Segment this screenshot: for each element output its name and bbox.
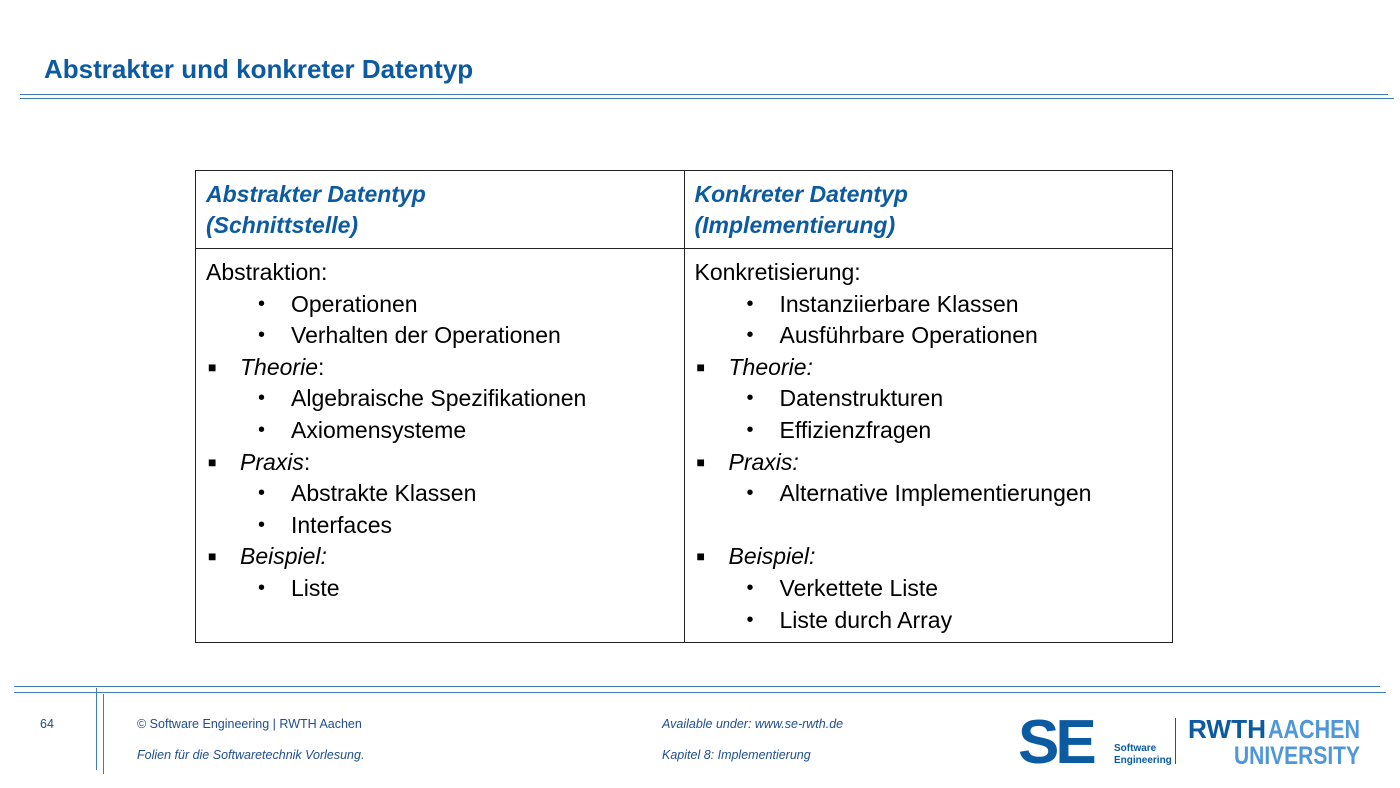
cell-concrete bbox=[684, 249, 1173, 643]
rwth-logo bbox=[1188, 714, 1364, 768]
section-theorie: ■ Theorie: bbox=[695, 352, 1163, 384]
footer-vertical-rule-2 bbox=[103, 694, 104, 774]
intro-label: Abstraktion: bbox=[206, 259, 328, 285]
logo-separator bbox=[1175, 718, 1176, 764]
footer-divider-top bbox=[14, 686, 1380, 687]
list-item: • Algebraische Spezifikationen bbox=[258, 385, 587, 412]
square-bullet-icon: ■ bbox=[208, 548, 217, 565]
rwth-logo-light: AACHEN bbox=[1268, 714, 1360, 744]
footer-chapter: Kapitel 8: Implementierung bbox=[662, 748, 811, 762]
section-beispiel: ■ Beispiel: bbox=[206, 541, 674, 573]
cell-abstract bbox=[196, 249, 685, 643]
se-logo-letters: SE bbox=[1018, 708, 1093, 777]
se-logo-line1: Software bbox=[1114, 743, 1157, 754]
section-praxis: ■ Praxis : bbox=[206, 447, 674, 479]
list-item: • Instanziierbare Klassen bbox=[746, 290, 1019, 317]
list-item: • Abstrakte Klassen bbox=[258, 480, 477, 507]
list-item: • Operationen bbox=[258, 290, 418, 317]
section-praxis: ■ Praxis: bbox=[695, 447, 1163, 479]
list-item: • Datenstrukturen bbox=[746, 385, 944, 412]
section-beispiel: ■ Beispiel: bbox=[695, 541, 1163, 573]
list-item: • Effizienzfragen bbox=[746, 416, 932, 443]
footer-divider-bottom bbox=[14, 692, 1386, 693]
header-concrete: Konkreter Datentyp (Implementierung) bbox=[684, 171, 1173, 249]
list-item: • Axiomensysteme bbox=[258, 416, 467, 443]
intro-label: Konkretisierung: bbox=[694, 259, 861, 285]
square-bullet-icon: ■ bbox=[208, 358, 217, 375]
rwth-logo-university: UNIVERSITY bbox=[1234, 742, 1361, 770]
header-abstract: Abstrakter Datentyp (Schnittstelle) bbox=[196, 171, 685, 249]
footer-vertical-rule-1 bbox=[96, 688, 97, 770]
page-title: Abstrakter und konkreter Datentyp bbox=[44, 54, 474, 84]
section-theorie: ■ Theorie : bbox=[206, 352, 674, 384]
table-header-row bbox=[196, 171, 1173, 249]
se-logo-line2: Engineering bbox=[1114, 755, 1172, 766]
title-divider-top bbox=[20, 94, 1388, 95]
list-item: • Liste bbox=[258, 574, 340, 601]
list-item: • Liste durch Array bbox=[746, 606, 953, 633]
footer-available-link[interactable]: Available under: www.se-rwth.de bbox=[662, 717, 844, 731]
list-item: • Alternative Implementierungen bbox=[746, 480, 1092, 507]
list-item: • Ausführbare Operationen bbox=[746, 322, 1038, 349]
square-bullet-icon: ■ bbox=[696, 548, 705, 565]
footer-copyright: © Software Engineering | RWTH Aachen bbox=[137, 717, 362, 731]
se-logo bbox=[1018, 708, 1172, 777]
square-bullet-icon: ■ bbox=[208, 453, 217, 470]
rwth-logo-bold: RWTH bbox=[1188, 714, 1266, 744]
comparison-table bbox=[195, 170, 1173, 643]
square-bullet-icon: ■ bbox=[696, 453, 705, 470]
list-item: • Interfaces bbox=[258, 511, 392, 538]
title-divider-bottom bbox=[20, 98, 1394, 99]
page-number: 64 bbox=[40, 717, 54, 731]
square-bullet-icon: ■ bbox=[696, 358, 705, 375]
footer-course: Folien für die Softwaretechnik Vorlesung. bbox=[137, 748, 365, 762]
table-body-row bbox=[196, 249, 1173, 643]
list-item: • Verhalten der Operationen bbox=[258, 322, 561, 349]
list-item: • Verkettete Liste bbox=[746, 574, 939, 601]
